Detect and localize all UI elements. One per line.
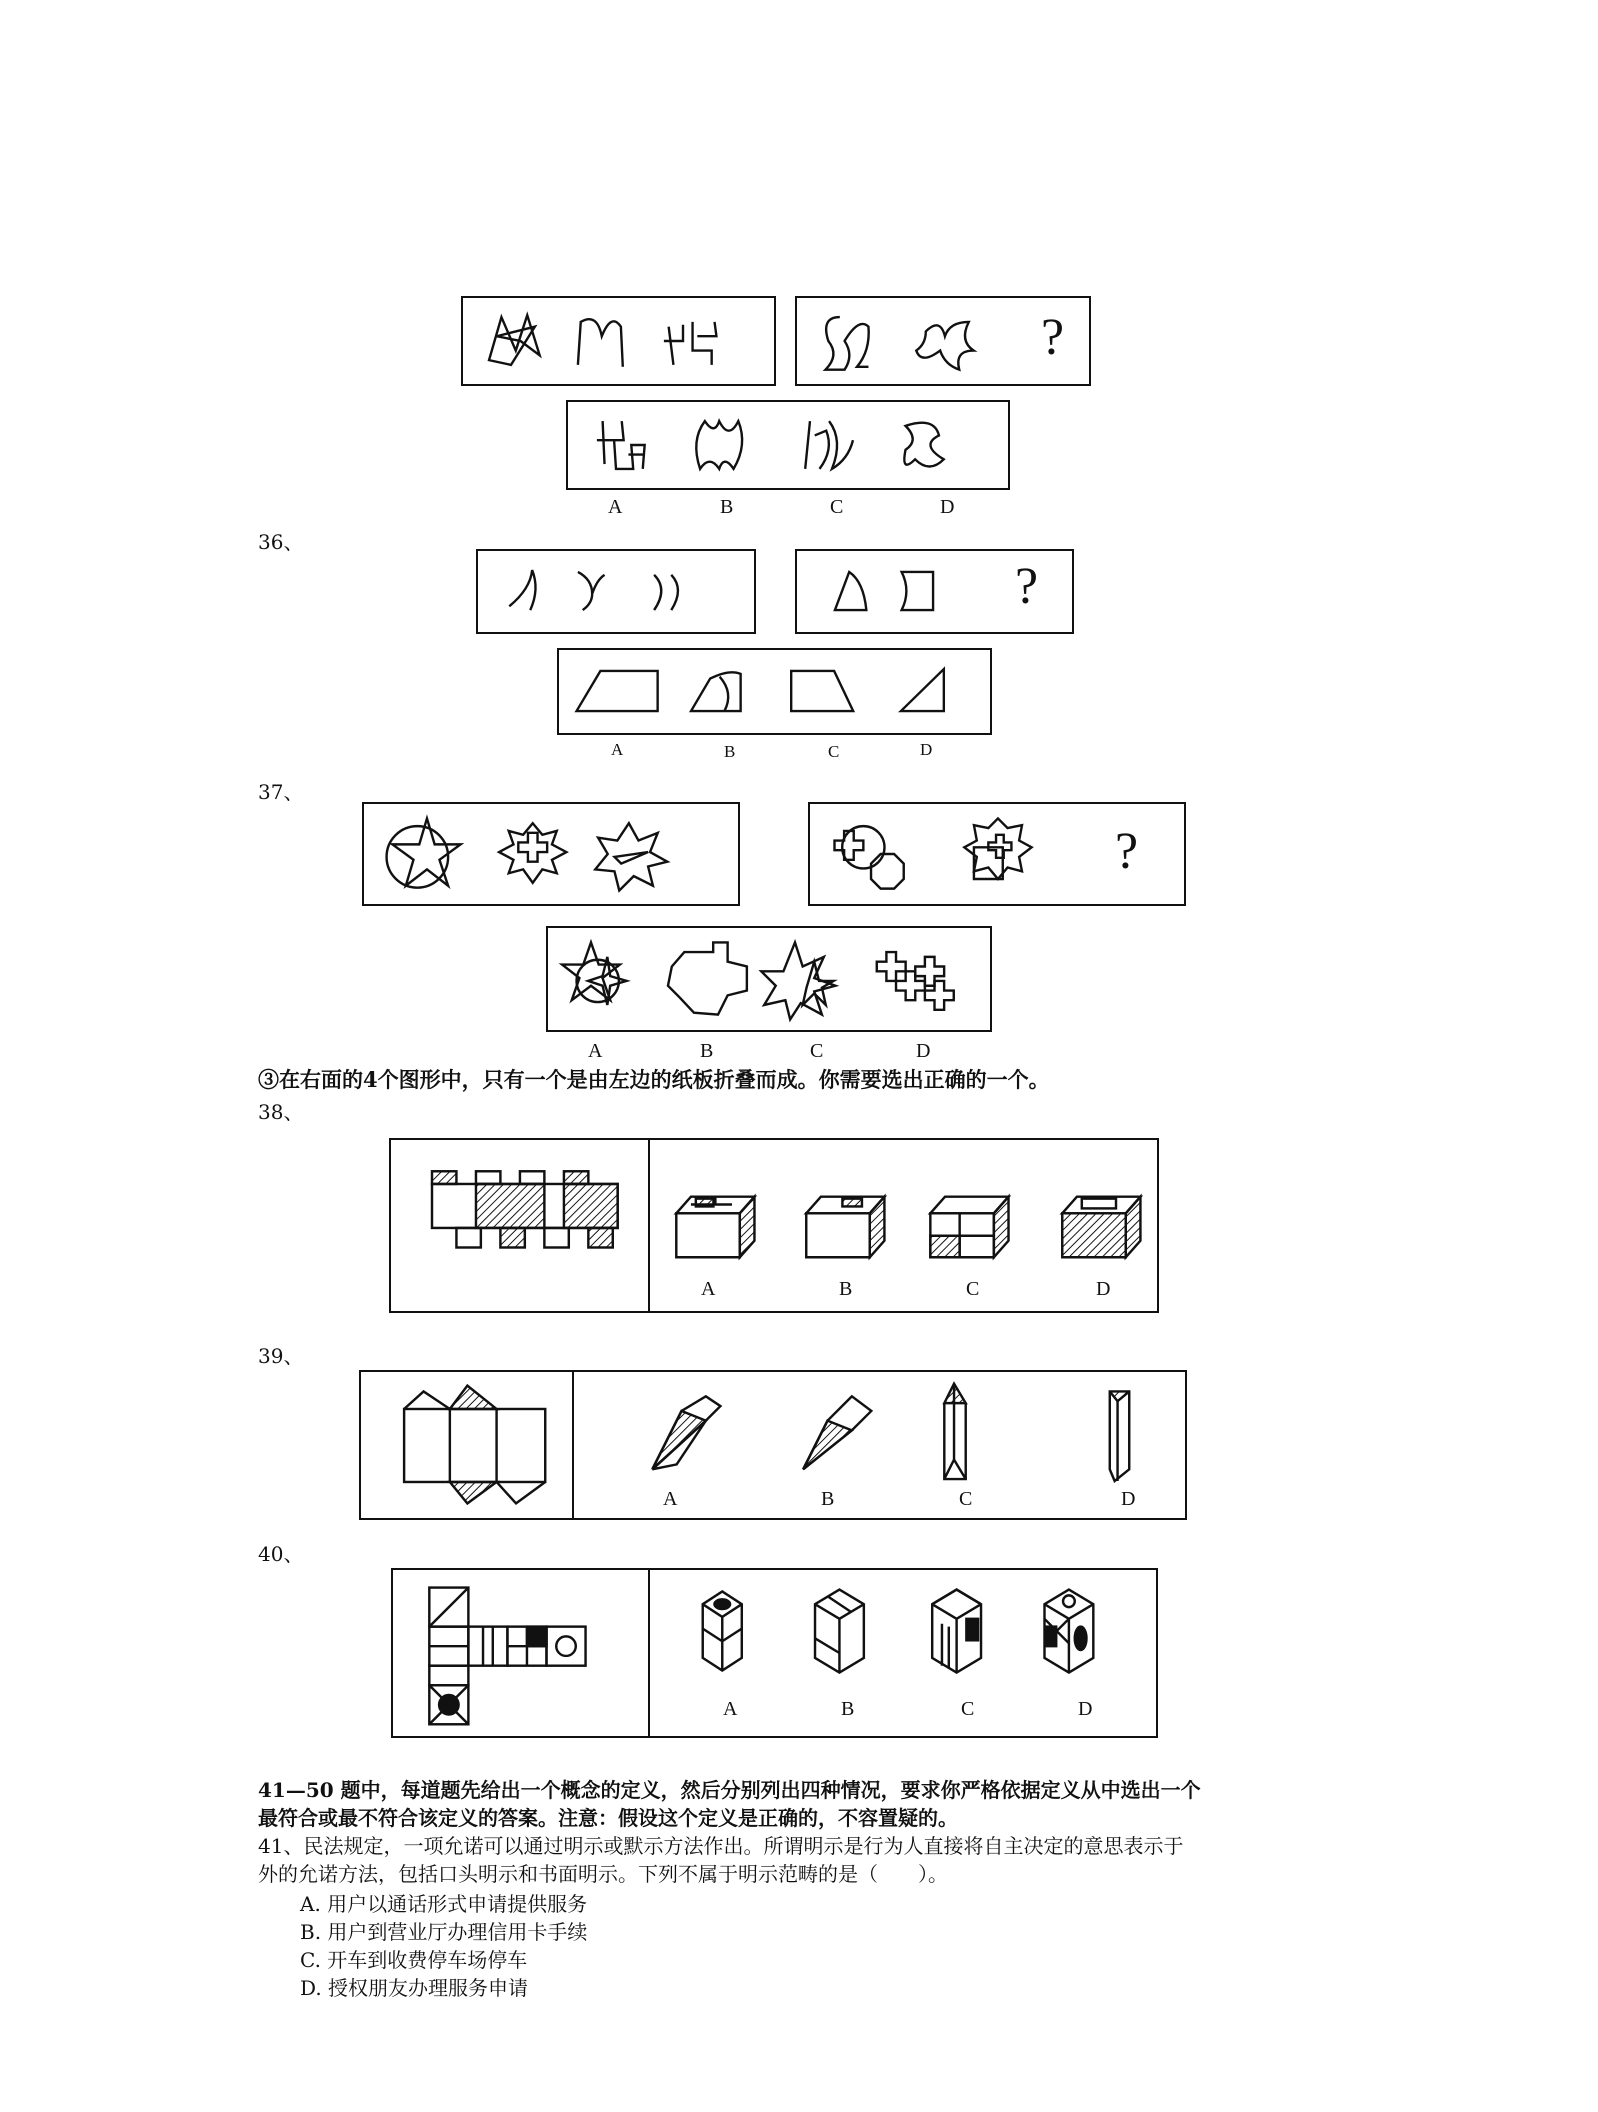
section4-instruction-line2: 最符合或最不符合该定义的答案。注意：假设这个定义是正确的，不容置疑的。 — [258, 1806, 958, 1830]
q37-stem-left-figures — [364, 804, 738, 904]
q35-stem-left — [461, 296, 776, 386]
q41-choice-a[interactable]: A. 用户以通话形式申请提供服务 — [300, 1892, 588, 1916]
q36-stem-left-figures — [478, 551, 754, 632]
q38-option-label-b: B — [839, 1278, 853, 1300]
q37-option-label-d: D — [916, 1040, 931, 1062]
q38-option-label-c: C — [966, 1278, 980, 1300]
q36-option-label-b: B — [724, 742, 736, 761]
q40-option-label-c: C — [961, 1698, 975, 1720]
q38-option-label-d: D — [1096, 1278, 1111, 1300]
q37-option-label-c: C — [810, 1040, 824, 1062]
q41-choice-d[interactable]: D. 授权朋友办理服务申请 — [300, 1976, 529, 2000]
q35-option-figures — [568, 402, 1008, 488]
q40-option-label-a: A — [723, 1698, 738, 1720]
q39-option-label-d: D — [1121, 1488, 1136, 1510]
q35-option-label-a: A — [608, 496, 623, 518]
q37-stem-right — [808, 802, 1186, 906]
q35-option-label-d: D — [940, 496, 955, 518]
q38-figures — [391, 1140, 1157, 1311]
q40-number: 40、 — [258, 1542, 304, 1566]
q41-choice-c[interactable]: C. 开车到收费停车场停车 — [300, 1948, 528, 1972]
q40-figure-box — [391, 1568, 1158, 1738]
q37-stem-left — [362, 802, 740, 906]
q36-option-label-d: D — [920, 740, 933, 759]
q36-stem-right — [795, 549, 1074, 634]
q35-question-mark: ? — [1041, 309, 1065, 366]
q36-option-label-a: A — [611, 740, 624, 759]
q36-question-mark: ? — [1015, 558, 1039, 615]
q36-stem-left — [476, 549, 756, 634]
q36-option-label-c: C — [828, 742, 840, 761]
q36-options-box — [557, 648, 992, 735]
section4-instruction-line1: 41—50 题中，每道题先给出一个概念的定义，然后分别列出四种情况，要求你严格依据定义从中选出一个 — [258, 1778, 1201, 1802]
q39-figures — [361, 1372, 1185, 1518]
q37-option-label-a: A — [588, 1040, 603, 1062]
q39-option-label-a: A — [663, 1488, 678, 1510]
q35-option-label-c: C — [830, 496, 844, 518]
q39-number: 39、 — [258, 1344, 304, 1368]
q41-stem-line1: 41、民法规定，一项允诺可以通过明示或默示方法作出。所谓明示是行为人直接将自主决定的意思表示于 — [258, 1834, 1184, 1858]
q36-option-figures — [559, 650, 990, 733]
q37-question-mark: ? — [1115, 823, 1139, 880]
q39-option-label-b: B — [821, 1488, 835, 1510]
q41-choice-b[interactable]: B. 用户到营业厅办理信用卡手续 — [300, 1920, 588, 1944]
q37-option-label-b: B — [700, 1040, 714, 1062]
q38-option-label-a: A — [701, 1278, 716, 1300]
q37-number: 37、 — [258, 780, 304, 804]
q41-stem-line2: 外的允诺方法，包括口头明示和书面明示。下列不属于明示范畴的是（ ）。 — [258, 1862, 948, 1886]
q35-stem-left-figures — [463, 298, 774, 384]
q35-stem-right — [795, 296, 1091, 386]
section3-instruction: ③在右面的4个图形中，只有一个是由左边的纸板折叠而成。你需要选出正确的一个。 — [258, 1067, 1050, 1092]
q39-figure-box — [359, 1370, 1187, 1520]
q37-options-box — [546, 926, 992, 1032]
q40-option-label-b: B — [841, 1698, 855, 1720]
q35-options-box — [566, 400, 1010, 490]
q37-option-figures — [548, 928, 990, 1030]
q38-figure-box — [389, 1138, 1159, 1313]
q36-number: 36、 — [258, 530, 304, 554]
q39-option-label-c: C — [959, 1488, 973, 1510]
q38-number: 38、 — [258, 1100, 304, 1124]
q40-figures — [393, 1570, 1156, 1736]
q40-option-label-d: D — [1078, 1698, 1093, 1720]
q35-option-label-b: B — [720, 496, 734, 518]
